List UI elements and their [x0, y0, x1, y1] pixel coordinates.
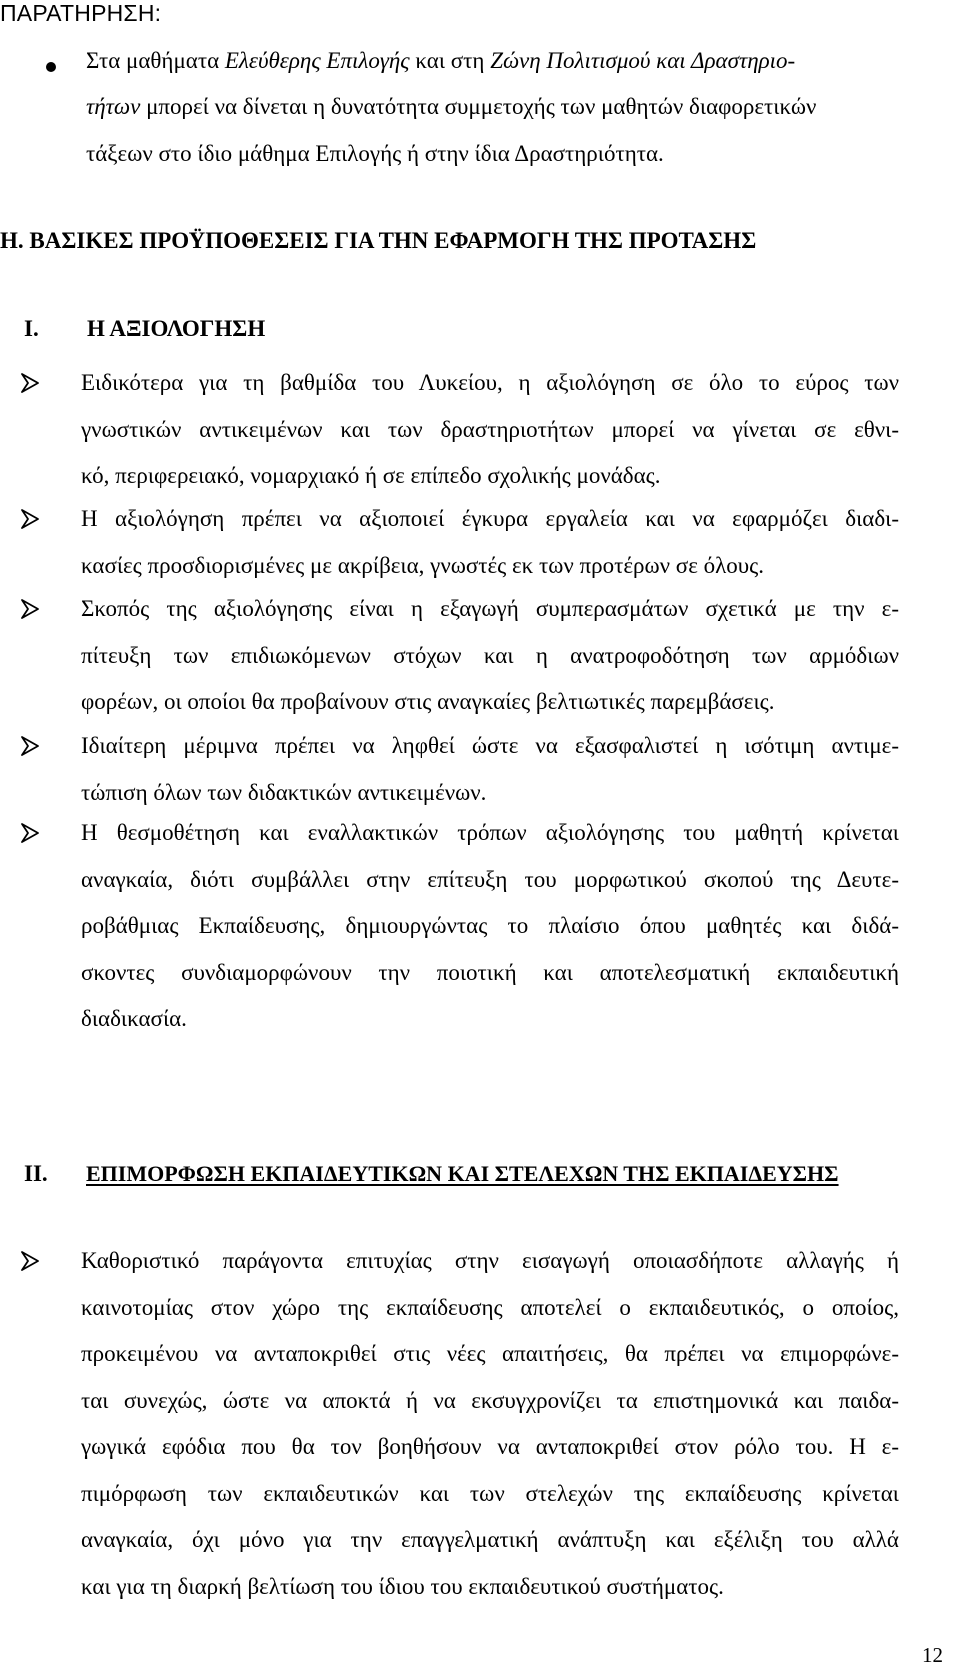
arrow-bullet-icon	[20, 822, 40, 844]
note-bullet-line-2	[86, 94, 816, 120]
paragraph-line: αναγκαία, όχι μόνο για την επαγγελματική ανάπτυξη και εξέλιξη του αλλά	[81, 1527, 899, 1552]
paragraph-line: Η θεσμοθέτηση και εναλλακτικών τρόπων αξιολόγησης του μαθητή κρίνεται	[81, 820, 899, 845]
paragraph-line: πιμόρφωση των εκπαιδευτικών και των στελεχών της εκπαίδευσης κρίνεται	[81, 1480, 899, 1506]
sub1-title: Η ΑΞΙΟΛΟΓΗΣΗ	[87, 316, 266, 341]
note-text: μπορεί να δίνεται η δυνατότητα συμμετοχής των μαθητών διαφορετικών	[140, 94, 817, 119]
sub2-title: ΕΠΙΜΟΡΦΩΣΗ ΕΚΠΑΙΔΕΥΤΙΚΩΝ ΚΑΙ ΣΤΕΛΕΧΩΝ ΤΗΣ ΕΚΠΑΙΔΕΥΣΗΣ	[86, 1161, 839, 1186]
section-h-heading: Η. ΒΑΣΙΚΕΣ ΠΡΟΫΠΟΘΕΣΕΙΣ ΓΙΑ ΤΗΝ ΕΦΑΡΜΟΓΗ ΤΗΣ ΠΡΟΤΑΣΗΣ	[0, 228, 757, 253]
sub2-number: II.	[24, 1161, 48, 1186]
arrow-bullet-icon	[20, 372, 40, 394]
paragraph-line: διαδικασία.	[81, 1006, 187, 1031]
arrow-bullet-icon	[20, 735, 40, 757]
paragraph-line: Σκοπός της αξιολόγησης είναι η εξαγωγή συμπερασμάτων σχετικά με την ε-	[81, 596, 899, 621]
paragraph-line: Καθοριστικό παράγοντα επιτυχίας στην εισαγωγή οποιασδήποτε αλλαγής ή	[81, 1248, 899, 1273]
note-bullet-line-1	[86, 48, 795, 74]
paragraph-line: κασίες προσδιορισμένες με ακρίβεια, γνωστές εκ των προτέρων σε όλους.	[81, 552, 765, 578]
arrow-bullet-icon	[20, 598, 40, 620]
note-italic: τήτων	[86, 94, 141, 119]
arrow-bullet-icon	[20, 1250, 40, 1272]
paragraph-line: κό, περιφερειακό, νομαρχιακό ή σε επίπεδο σχολικής μονάδας.	[81, 463, 661, 488]
note-bullet-line-3: τάξεων στο ίδιο μάθημα Επιλογής ή στην ίδια Δραστηριότητα.	[86, 141, 664, 166]
paragraph-line: και για τη διαρκή βελτίωση του ίδιου του εκπαιδευτικού συστήματος.	[81, 1573, 724, 1599]
sub1-number: I.	[24, 316, 39, 341]
note-italic: Ζώνη Πολιτισμού και Δραστηριο-	[490, 48, 796, 73]
note-text: Στα μαθήματα	[86, 48, 225, 73]
paragraph-line: αναγκαία, διότι συμβάλλει στην επίτευξη του μορφωτικού σκοπού της Δευτε-	[81, 866, 899, 892]
paragraph-line: γνωστικών αντικειμένων και των δραστηριοτήτων μπορεί να γίνεται σε εθνι-	[81, 416, 899, 442]
note-italic: Ελεύθερης Επιλογής	[224, 48, 410, 73]
arrow-bullet-icon	[20, 508, 40, 530]
page-number: 12	[922, 1643, 943, 1667]
paragraph-line: προκειμένου να ανταποκριθεί στις νέες απαιτήσεις, θα πρέπει να επιμορφώνε-	[81, 1341, 899, 1366]
note-heading: ΠΑΡΑΤΗΡΗΣΗ:	[0, 0, 162, 26]
paragraph-line: Ιδιαίτερη μέριμνα πρέπει να ληφθεί ώστε να εξασφαλιστεί η ισότιμη αντιμε-	[81, 733, 899, 758]
paragraph-line: ροβάθμιας Εκπαίδευσης, δημιουργώντας το πλαίσιο όπου μαθητές και διδά-	[81, 913, 899, 938]
bullet-dot-icon	[46, 62, 56, 72]
paragraph-line: φορέων, οι οποίοι θα προβαίνουν στις αναγκαίες βελτιωτικές παρεμβάσεις.	[81, 689, 775, 714]
paragraph-line: Η αξιολόγηση πρέπει να αξιοποιεί έγκυρα εργαλεία και να εφαρμόζει διαδι-	[81, 506, 899, 531]
paragraph-line: σκοντες συνδιαμορφώνουν την ποιοτική και αποτελεσματική εκπαιδευτική	[81, 959, 899, 985]
paragraph-line: καινοτομίας στον χώρο της εκπαίδευσης αποτελεί ο εκπαιδευτικός, ο οποίος,	[81, 1294, 899, 1320]
note-text: και στη	[409, 48, 491, 73]
paragraph-line: ται συνεχώς, ώστε να αποκτά ή να εκσυγχρονίζει τα επιστημονικά και παιδα-	[81, 1387, 899, 1413]
paragraph-line: πίτευξη των επιδιωκόμενων στόχων και η ανατροφοδότηση των αρμόδιων	[81, 642, 899, 668]
paragraph-line: γωγικά εφόδια που θα τον βοηθήσουν να ανταποκριθεί στον ρόλο του. Η ε-	[81, 1434, 899, 1459]
paragraph-line: τώπιση όλων των διδακτικών αντικειμένων.	[81, 779, 487, 805]
paragraph-line: Ειδικότερα για τη βαθμίδα του Λυκείου, η αξιολόγηση σε όλο το εύρος των	[81, 370, 899, 395]
